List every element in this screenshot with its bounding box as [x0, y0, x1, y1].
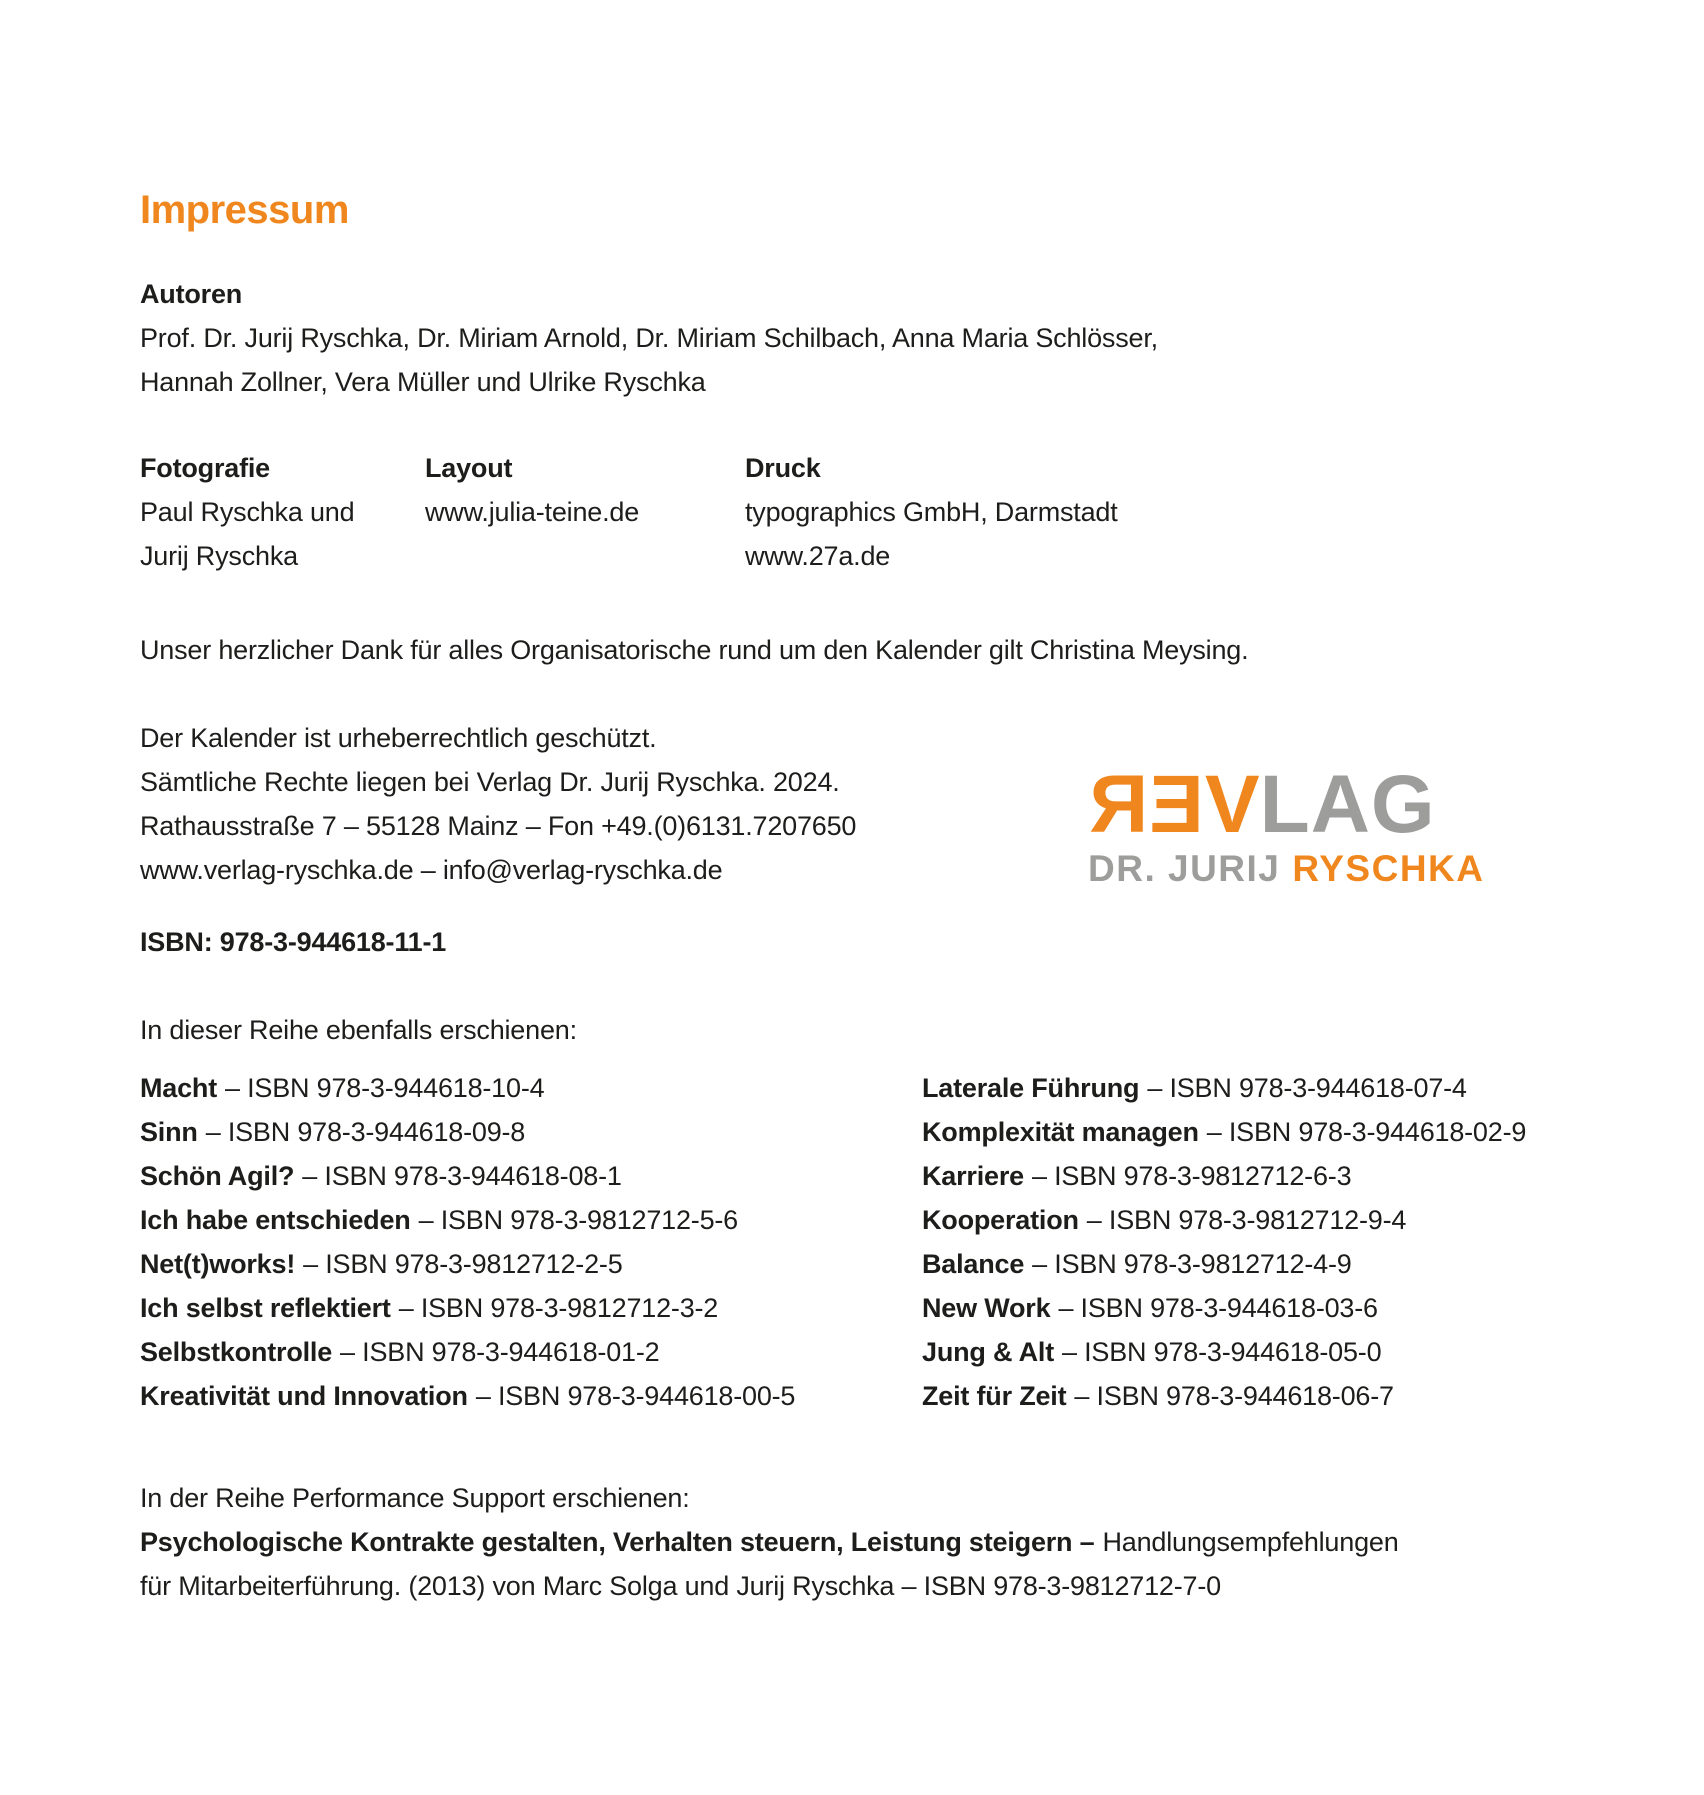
- book-list-item: [140, 1374, 795, 1418]
- credit-col-fotografie: [140, 446, 354, 578]
- book-list-item: [140, 1330, 795, 1374]
- book-isbn: – ISBN 978-3-944618-05-0: [1062, 1337, 1382, 1367]
- logo-lag: LAG: [1259, 759, 1436, 850]
- copyright-line-1: Der Kalender ist urheberrechtlich geschützt.: [140, 723, 657, 753]
- book-title: Net(t)works!: [140, 1249, 296, 1279]
- authors-line-2: Hannah Zollner, Vera Müller und Ulrike Ryschka: [140, 367, 706, 397]
- credit-col-druck: [745, 446, 1118, 578]
- book-isbn: – ISBN 978-3-944618-03-6: [1058, 1293, 1378, 1323]
- book-isbn: – ISBN 978-3-9812712-4-9: [1032, 1249, 1352, 1279]
- book-isbn: – ISBN 978-3-9812712-9-4: [1086, 1205, 1407, 1235]
- book-list-item: [140, 1286, 795, 1330]
- book-list-left: [140, 1066, 795, 1418]
- book-title: Jung & Alt: [922, 1337, 1054, 1367]
- isbn-line: ISBN: 978-3-944618-11-1: [140, 927, 447, 957]
- book-isbn: – ISBN 978-3-944618-07-4: [1147, 1073, 1467, 1103]
- book-isbn: – ISBN 978-3-944618-06-7: [1074, 1381, 1394, 1411]
- book-title: Karriere: [922, 1161, 1024, 1191]
- book-list-right: [922, 1066, 1526, 1418]
- book-list-item: [140, 1066, 795, 1110]
- book-isbn: – ISBN 978-3-9812712-6-3: [1031, 1161, 1352, 1191]
- thanks-line: Unser herzlicher Dank für alles Organisatorische rund um den Kalender gilt Christina Meysing.: [140, 635, 1249, 665]
- book-title: New Work: [922, 1293, 1051, 1323]
- logo-mirrored-ver: VER: [1088, 759, 1260, 850]
- book-isbn: – ISBN 978-3-9812712-2-5: [303, 1249, 623, 1279]
- fotografie-label: Fotografie: [140, 453, 270, 483]
- book-list-item: [140, 1110, 795, 1154]
- authors-line-1: Prof. Dr. Jurij Ryschka, Dr. Miriam Arnold, Dr. Miriam Schilbach, Anna Maria Schlösser,: [140, 323, 1158, 353]
- book-title: Kreativität und Innovation: [140, 1381, 468, 1411]
- book-list-item: [922, 1374, 1526, 1418]
- book-list-item: [922, 1330, 1526, 1374]
- book-title: Sinn: [140, 1117, 198, 1147]
- book-list-item: [922, 1066, 1526, 1110]
- book-title: Laterale Führung: [922, 1073, 1140, 1103]
- book-list-item: [922, 1110, 1526, 1154]
- fotografie-line-2: Jurij Ryschka: [140, 541, 298, 571]
- copyright-section: [140, 716, 856, 892]
- performance-section: [140, 1476, 1399, 1608]
- book-list-item: [140, 1154, 795, 1198]
- book-title: Macht: [140, 1073, 218, 1103]
- logo-wordmark: [1088, 759, 1508, 850]
- book-isbn: – ISBN 978-3-944618-00-5: [475, 1381, 796, 1411]
- layout-url: www.julia-teine.de: [425, 497, 640, 527]
- series-intro: In dieser Reihe ebenfalls erschienen:: [140, 1015, 577, 1045]
- book-isbn: – ISBN 978-3-944618-02-9: [1206, 1117, 1527, 1147]
- book-isbn: – ISBN 978-3-944618-08-1: [302, 1161, 622, 1191]
- druck-url: www.27a.de: [745, 541, 891, 571]
- book-list-item: [922, 1154, 1526, 1198]
- book-list-item: [922, 1242, 1526, 1286]
- book-title: Balance: [922, 1249, 1025, 1279]
- performance-line-2: für Mitarbeiterführung. (2013) von Marc Solga und Jurij Ryschka – ISBN 978-3-9812712-7-0: [140, 1571, 1221, 1601]
- performance-title-bold: Psychologische Kontrakte gestalten, Verhalten steuern, Leistung steigern –: [140, 1527, 1095, 1557]
- logo-sub-name: DR. JURIJ: [1088, 848, 1281, 889]
- book-isbn: – ISBN 978-3-944618-01-2: [340, 1337, 660, 1367]
- layout-label: Layout: [425, 453, 513, 483]
- logo-subline: [1088, 850, 1508, 887]
- credits-section: [0, 446, 1704, 596]
- fotografie-line-1: Paul Ryschka und: [140, 497, 355, 527]
- book-title: Selbstkontrolle: [140, 1337, 333, 1367]
- book-title: Schön Agil?: [140, 1161, 295, 1191]
- druck-line-1: typographics GmbH, Darmstadt: [745, 497, 1118, 527]
- book-isbn: – ISBN 978-3-944618-09-8: [205, 1117, 526, 1147]
- book-list-item: [922, 1198, 1526, 1242]
- book-list-item: [140, 1198, 795, 1242]
- book-isbn: – ISBN 978-3-9812712-3-2: [398, 1293, 719, 1323]
- book-title: Komplexität managen: [922, 1117, 1199, 1147]
- publisher-logo: [1088, 759, 1508, 889]
- performance-title-normal: Handlungsempfehlungen: [1102, 1527, 1399, 1557]
- authors-label: Autoren: [140, 279, 243, 309]
- druck-label: Druck: [745, 453, 821, 483]
- book-list-item: [140, 1242, 795, 1286]
- book-title: Ich selbst reflektiert: [140, 1293, 391, 1323]
- copyright-line-4: www.verlag-ryschka.de – info@verlag-ryschka.de: [140, 855, 723, 885]
- book-isbn: – ISBN 978-3-944618-10-4: [225, 1073, 545, 1103]
- book-isbn: – ISBN 978-3-9812712-5-6: [418, 1205, 738, 1235]
- book-list-item: [922, 1286, 1526, 1330]
- authors-section: [140, 272, 1158, 404]
- book-title: Kooperation: [922, 1205, 1079, 1235]
- copyright-line-2: Sämtliche Rechte liegen bei Verlag Dr. Jurij Ryschka. 2024.: [140, 767, 840, 797]
- logo-sub-surname: RYSCHKA: [1292, 848, 1485, 889]
- book-title: Zeit für Zeit: [922, 1381, 1067, 1411]
- performance-intro: In der Reihe Performance Support erschienen:: [140, 1483, 690, 1513]
- book-title: Ich habe entschieden: [140, 1205, 411, 1235]
- copyright-line-3: Rathausstraße 7 – 55128 Mainz – Fon +49.(0)6131.7207650: [140, 811, 857, 841]
- credit-col-layout: [425, 446, 639, 534]
- performance-title-line: [140, 1520, 1399, 1564]
- page-title: Impressum: [140, 188, 349, 232]
